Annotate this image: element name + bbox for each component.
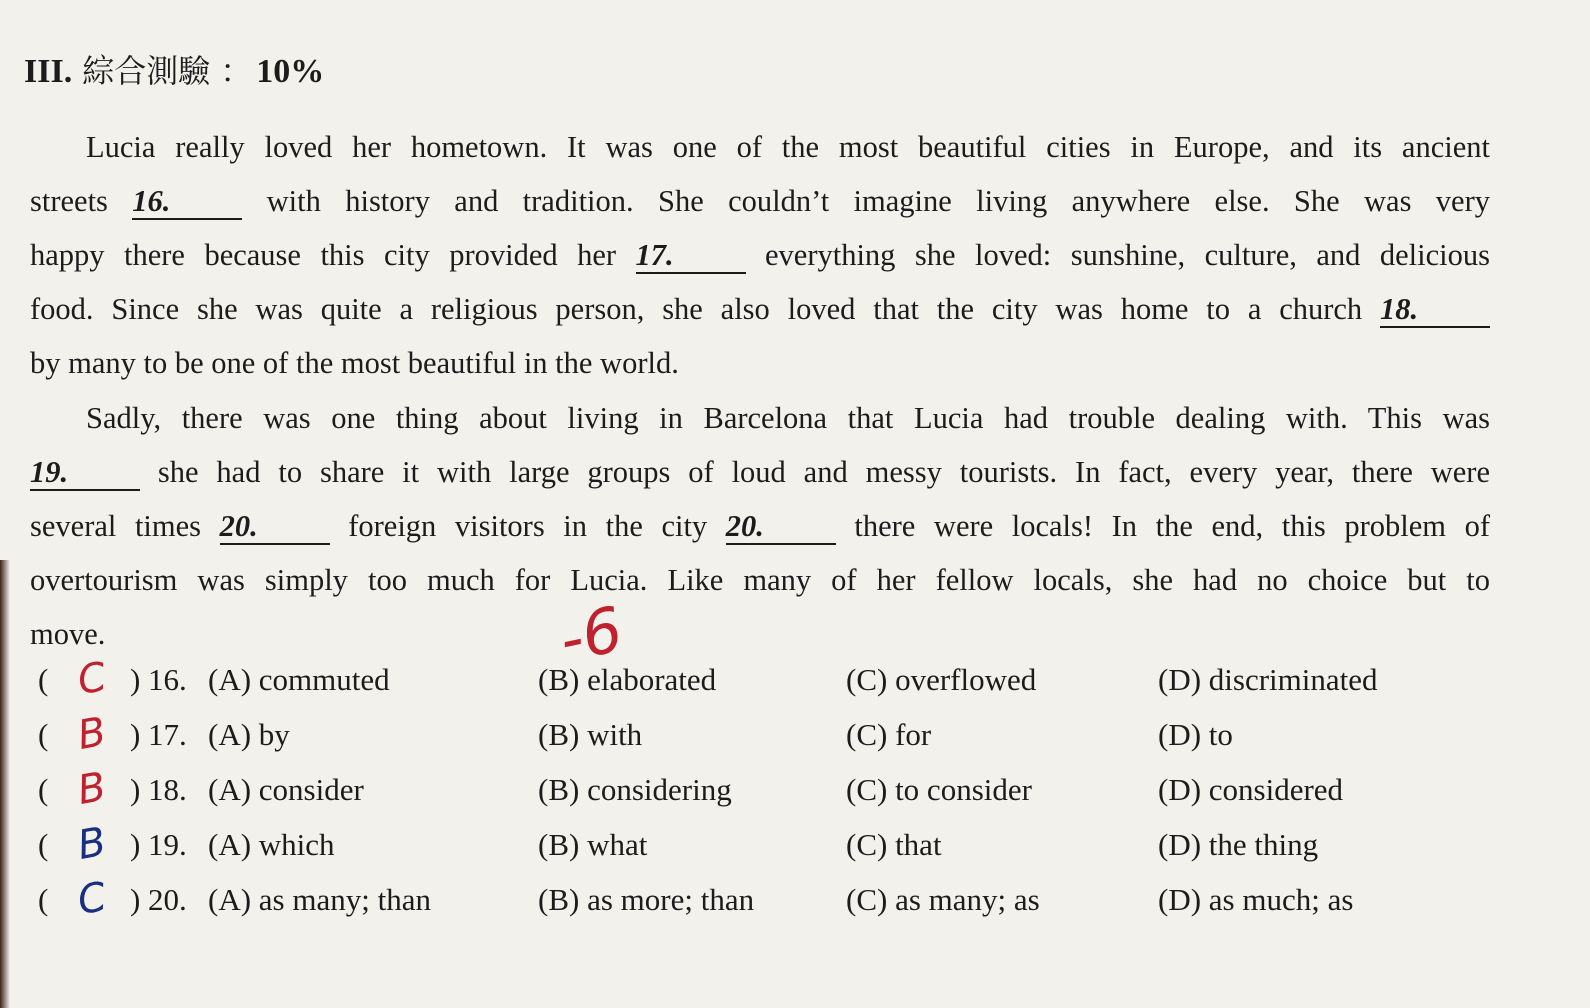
answer-paren-open: ( (38, 717, 49, 752)
option-b: (B) with (538, 717, 643, 752)
question-number: 16. (148, 662, 187, 697)
question-number: 20. (148, 882, 187, 917)
question-16 (38, 653, 1458, 717)
passage-text: Sadly, there was one thing about living in Barcelona that Lucia had trouble dealing with. This was (86, 401, 1490, 435)
passage-text: overtourism was simply too much for Lucia. Like many of her fellow locals, she had no choice but to (30, 563, 1490, 597)
passage-text: with history and tradition. She couldn’t imagine living anywhere else. She was very (266, 184, 1491, 218)
question-20 (38, 873, 1458, 937)
passage-line (30, 336, 1490, 390)
passage-text: foreign visitors in the city (348, 509, 708, 543)
option-d: (D) considered (1158, 772, 1344, 807)
blank-16: 16. (132, 184, 242, 220)
question-list (38, 653, 1458, 937)
passage-paragraph-2 (30, 391, 1490, 661)
passage-text: Lucia really loved her hometown. It was one of the most beautiful cities in Europe, and its ancient (86, 130, 1490, 164)
option-a: (A) which (208, 827, 335, 862)
passage-line (30, 391, 1490, 445)
handwritten-score-mark: -6 (553, 592, 629, 677)
option-c: (C) to consider (846, 772, 1032, 807)
option-a: (A) as many; than (208, 882, 431, 917)
handwritten-answer: B (74, 708, 110, 760)
option-d: (D) the thing (1158, 827, 1319, 862)
passage-text: streets (30, 184, 108, 218)
option-a: (A) by (208, 717, 290, 752)
option-c: (C) that (846, 827, 942, 862)
question-number: 18. (148, 772, 187, 807)
handwritten-answer: C (74, 873, 110, 925)
blank-20-first: 20. (220, 509, 330, 545)
section-number: III. (24, 53, 73, 90)
passage-line (30, 174, 1490, 228)
question-19 (38, 818, 1458, 882)
answer-paren-open: ( (38, 772, 49, 807)
passage-line (30, 553, 1490, 607)
answer-paren-close: ) (130, 772, 141, 807)
question-18 (38, 763, 1458, 827)
page-edge-shadow (0, 560, 10, 1008)
section-colon: ： (220, 52, 253, 90)
passage-line (30, 499, 1490, 553)
option-a: (A) consider (208, 772, 364, 807)
answer-paren-open: ( (38, 662, 49, 697)
option-d: (D) to (1158, 717, 1233, 752)
question-number: 17. (148, 717, 187, 752)
option-b: (B) elaborated (538, 662, 717, 697)
passage-line (30, 445, 1490, 499)
passage-text: move. (30, 617, 106, 651)
passage-line (30, 228, 1490, 282)
passage-text: she had to share it with large groups of loud and messy tourists. In fact, every year, there were (157, 455, 1490, 489)
passage-paragraph-1 (30, 120, 1490, 390)
question-number: 19. (148, 827, 187, 862)
passage-text: there were locals! In the end, this problem of (854, 509, 1491, 543)
option-c: (C) overflowed (846, 662, 1037, 697)
answer-paren-close: ) (130, 717, 141, 752)
option-b: (B) considering (538, 772, 732, 807)
answer-paren-close: ) (130, 662, 141, 697)
passage-line (30, 282, 1490, 336)
answer-paren-open: ( (38, 882, 49, 917)
blank-20-second: 20. (726, 509, 836, 545)
option-d: (D) as much; as (1158, 882, 1354, 917)
handwritten-answer: B (74, 818, 110, 870)
passage-text: several times (30, 509, 202, 543)
option-b: (B) as more; than (538, 882, 755, 917)
passage-line (30, 607, 1490, 661)
passage-text: everything she loved: sunshine, culture, and delicious (765, 238, 1491, 272)
option-a: (A) commuted (208, 662, 390, 697)
blank-17: 17. (636, 238, 746, 274)
answer-paren-open: ( (38, 827, 49, 862)
blank-18: 18. (1380, 292, 1490, 328)
answer-paren-close: ) (130, 827, 141, 862)
passage-text: happy there because this city provided her (30, 238, 617, 272)
option-c: (C) for (846, 717, 932, 752)
option-b: (B) what (538, 827, 648, 862)
passage-text: by many to be one of the most beautiful in the world. (30, 346, 679, 380)
handwritten-answer: B (74, 763, 110, 815)
section-title: 綜合測驗 (82, 52, 211, 90)
passage-text: food. Since she was quite a religious person, she also loved that the city was home to a church (30, 292, 1363, 326)
answer-paren-close: ) (130, 882, 141, 917)
option-c: (C) as many; as (846, 882, 1040, 917)
section-weight: 10% (256, 53, 325, 90)
section-heading (24, 46, 324, 92)
question-17 (38, 708, 1458, 772)
handwritten-answer: C (74, 653, 110, 705)
passage-line (30, 120, 1490, 174)
option-d: (D) discriminated (1158, 662, 1378, 697)
blank-19: 19. (30, 455, 140, 491)
